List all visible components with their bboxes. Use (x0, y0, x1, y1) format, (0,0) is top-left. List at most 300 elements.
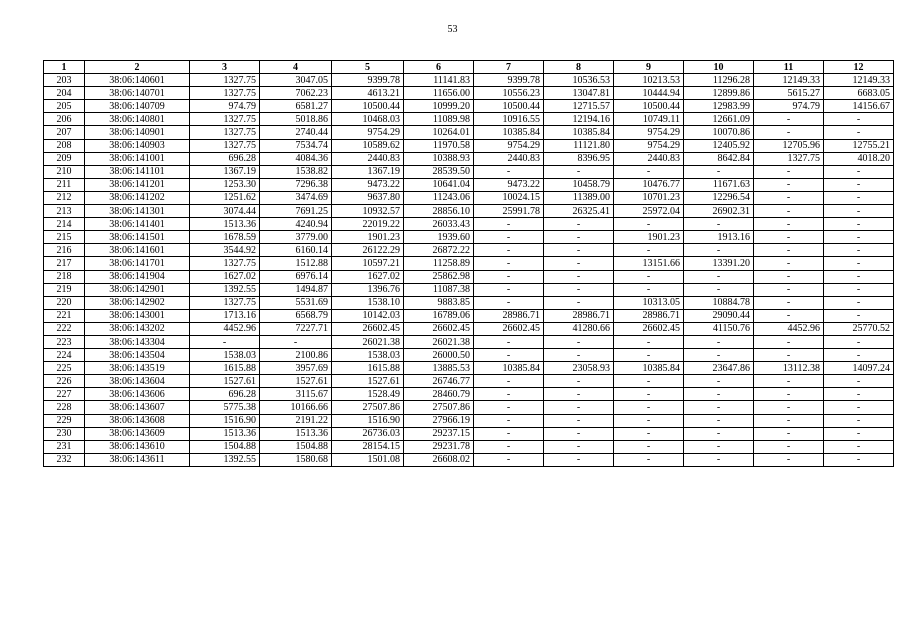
value-cell: 12296.54 (684, 191, 754, 204)
value-cell: 26608.02 (404, 453, 474, 466)
value-cell: 23058.93 (544, 362, 614, 375)
value-cell: 10589.62 (332, 139, 404, 152)
value-cell: 10932.57 (332, 205, 404, 218)
value-cell: 9399.78 (332, 74, 404, 87)
value-cell: 1627.02 (332, 270, 404, 283)
value-cell: 26902.31 (684, 205, 754, 218)
column-header-11: 11 (754, 61, 824, 74)
value-cell: 25862.98 (404, 270, 474, 283)
value-cell: - (614, 401, 684, 414)
row-number-cell: 212 (44, 191, 85, 204)
value-cell: - (754, 283, 824, 296)
value-cell: 16789.06 (404, 309, 474, 322)
value-cell: - (544, 427, 614, 440)
value-cell: - (824, 244, 894, 257)
column-header-4: 4 (260, 61, 332, 74)
value-cell: 12715.57 (544, 100, 614, 113)
value-cell: 10313.05 (614, 296, 684, 309)
value-cell: 26736.03 (332, 427, 404, 440)
value-cell: 2191.22 (260, 414, 332, 427)
value-cell: - (684, 283, 754, 296)
value-cell: 8396.95 (544, 152, 614, 165)
cadastral-number-cell: 38:06:141904 (85, 270, 190, 283)
table-row (44, 349, 894, 362)
value-cell: 9883.85 (404, 296, 474, 309)
value-cell: 9754.29 (332, 126, 404, 139)
value-cell: 28986.71 (474, 309, 544, 322)
value-cell: - (754, 231, 824, 244)
cadastral-number-cell: 38:06:140801 (85, 113, 190, 126)
table-body (44, 74, 894, 467)
value-cell: - (474, 375, 544, 388)
value-cell: - (614, 453, 684, 466)
value-cell: - (474, 296, 544, 309)
value-cell: 3544.92 (190, 244, 260, 257)
value-cell: 10166.66 (260, 401, 332, 414)
value-cell: 6683.05 (824, 87, 894, 100)
value-cell: 1504.88 (190, 440, 260, 453)
value-cell: 1527.61 (260, 375, 332, 388)
value-cell: 1327.75 (190, 113, 260, 126)
value-cell: - (614, 388, 684, 401)
value-cell: - (754, 335, 824, 348)
value-cell: 2440.83 (474, 152, 544, 165)
value-cell: - (754, 257, 824, 270)
value-cell: - (824, 388, 894, 401)
value-cell: 26602.45 (332, 322, 404, 335)
row-number-cell: 211 (44, 178, 85, 191)
value-cell: - (614, 283, 684, 296)
value-cell: 14097.24 (824, 362, 894, 375)
column-header-6: 6 (404, 61, 474, 74)
cadastral-number-cell: 38:06:142902 (85, 296, 190, 309)
row-number-cell: 230 (44, 427, 85, 440)
value-cell: 1501.08 (332, 453, 404, 466)
value-cell: 3047.05 (260, 74, 332, 87)
value-cell: - (824, 205, 894, 218)
table-row (44, 244, 894, 257)
value-cell: 10385.84 (614, 362, 684, 375)
row-number-cell: 216 (44, 244, 85, 257)
value-cell: 1367.19 (190, 165, 260, 178)
column-header-7: 7 (474, 61, 544, 74)
value-cell: 11970.58 (404, 139, 474, 152)
value-cell: 27507.86 (332, 401, 404, 414)
row-number-cell: 220 (44, 296, 85, 309)
cadastral-number-cell: 38:06:141201 (85, 178, 190, 191)
value-cell: - (824, 165, 894, 178)
value-cell: - (544, 257, 614, 270)
value-cell: - (474, 244, 544, 257)
value-cell: 12405.92 (684, 139, 754, 152)
value-cell: 7062.23 (260, 87, 332, 100)
table-row (44, 100, 894, 113)
row-number-cell: 222 (44, 322, 85, 335)
value-cell: 1327.75 (190, 257, 260, 270)
value-cell: 26746.77 (404, 375, 474, 388)
cadastral-number-cell: 38:06:143504 (85, 349, 190, 362)
cadastral-number-cell: 38:06:143604 (85, 375, 190, 388)
value-cell: 11656.00 (404, 87, 474, 100)
table-row (44, 113, 894, 126)
value-cell: 41150.76 (684, 322, 754, 335)
value-cell: 26325.41 (544, 205, 614, 218)
value-cell: - (824, 309, 894, 322)
value-cell: 5018.86 (260, 113, 332, 126)
table-row (44, 126, 894, 139)
value-cell: 12194.16 (544, 113, 614, 126)
value-cell: 3474.69 (260, 191, 332, 204)
value-cell: 1538.82 (260, 165, 332, 178)
value-cell: 28154.15 (332, 440, 404, 453)
row-number-cell: 227 (44, 388, 85, 401)
table-row (44, 453, 894, 466)
table-row (44, 74, 894, 87)
value-cell: 11121.80 (544, 139, 614, 152)
value-cell: - (544, 440, 614, 453)
value-cell: 10999.20 (404, 100, 474, 113)
value-cell: - (684, 453, 754, 466)
value-cell: 1253.30 (190, 178, 260, 191)
page-number: 53 (447, 24, 458, 35)
value-cell: 13112.38 (754, 362, 824, 375)
value-cell: 1538.10 (332, 296, 404, 309)
value-cell: 7227.71 (260, 322, 332, 335)
table-row (44, 205, 894, 218)
value-cell: - (754, 453, 824, 466)
value-cell: - (754, 126, 824, 139)
value-cell: 10597.21 (332, 257, 404, 270)
value-cell: 9473.22 (474, 178, 544, 191)
value-cell: 4452.96 (190, 322, 260, 335)
table-row (44, 178, 894, 191)
value-cell: - (824, 257, 894, 270)
column-header-12: 12 (824, 61, 894, 74)
table-row (44, 322, 894, 335)
value-cell: - (474, 453, 544, 466)
value-cell: 9754.29 (474, 139, 544, 152)
value-cell: 1615.88 (332, 362, 404, 375)
value-cell: 10385.84 (474, 126, 544, 139)
value-cell: 25770.52 (824, 322, 894, 335)
table-row (44, 152, 894, 165)
value-cell: - (474, 388, 544, 401)
value-cell: 28986.71 (544, 309, 614, 322)
value-cell: 1538.03 (332, 349, 404, 362)
value-cell: 13047.81 (544, 87, 614, 100)
value-cell: - (684, 401, 754, 414)
value-cell: - (824, 191, 894, 204)
value-cell: 11089.98 (404, 113, 474, 126)
column-header-2: 2 (85, 61, 190, 74)
value-cell: 5531.69 (260, 296, 332, 309)
value-cell: 10388.93 (404, 152, 474, 165)
cadastral-number-cell: 38:06:141601 (85, 244, 190, 257)
cadastral-number-cell: 38:06:142901 (85, 283, 190, 296)
row-number-cell: 228 (44, 401, 85, 414)
row-number-cell: 213 (44, 205, 85, 218)
value-cell: - (824, 113, 894, 126)
value-cell: 10070.86 (684, 126, 754, 139)
value-cell: 1327.75 (190, 87, 260, 100)
value-cell: 3115.67 (260, 388, 332, 401)
value-cell: - (684, 270, 754, 283)
value-cell: 29237.15 (404, 427, 474, 440)
value-cell: - (544, 270, 614, 283)
value-cell: 12899.86 (684, 87, 754, 100)
value-cell: 12983.99 (684, 100, 754, 113)
value-cell: 3779.00 (260, 231, 332, 244)
table-row (44, 414, 894, 427)
value-cell: - (754, 440, 824, 453)
value-cell: - (614, 349, 684, 362)
value-cell: 1678.59 (190, 231, 260, 244)
value-cell: 11296.28 (684, 74, 754, 87)
row-number-cell: 208 (44, 139, 85, 152)
value-cell: - (474, 257, 544, 270)
cadastral-number-cell: 38:06:140709 (85, 100, 190, 113)
value-cell: 1538.03 (190, 349, 260, 362)
row-number-cell: 223 (44, 335, 85, 348)
value-cell: 696.28 (190, 388, 260, 401)
value-cell: - (614, 270, 684, 283)
value-cell: - (544, 165, 614, 178)
value-cell: 41280.66 (544, 322, 614, 335)
value-cell: - (754, 218, 824, 231)
value-cell: 10385.84 (474, 362, 544, 375)
table-row (44, 362, 894, 375)
row-number-cell: 232 (44, 453, 85, 466)
value-cell: 26021.38 (404, 335, 474, 348)
value-cell: - (544, 401, 614, 414)
value-cell: 1327.75 (190, 74, 260, 87)
value-cell: 27507.86 (404, 401, 474, 414)
value-cell: - (754, 388, 824, 401)
value-cell: 10500.44 (614, 100, 684, 113)
column-header-10: 10 (684, 61, 754, 74)
row-number-cell: 217 (44, 257, 85, 270)
value-cell: 10500.44 (332, 100, 404, 113)
value-cell: - (754, 205, 824, 218)
value-cell: 8642.84 (684, 152, 754, 165)
value-cell: - (544, 453, 614, 466)
row-number-cell: 229 (44, 414, 85, 427)
value-cell: 25972.04 (614, 205, 684, 218)
cadastral-number-cell: 38:06:143001 (85, 309, 190, 322)
value-cell: - (474, 283, 544, 296)
value-cell: 11258.89 (404, 257, 474, 270)
value-cell: 974.79 (754, 100, 824, 113)
value-cell: 1392.55 (190, 283, 260, 296)
value-cell: - (824, 401, 894, 414)
cadastral-number-cell: 38:06:141701 (85, 257, 190, 270)
value-cell: - (544, 349, 614, 362)
value-cell: 1392.55 (190, 453, 260, 466)
value-cell: - (544, 231, 614, 244)
row-number-cell: 209 (44, 152, 85, 165)
value-cell: 10213.53 (614, 74, 684, 87)
column-header-3: 3 (190, 61, 260, 74)
value-cell: 12661.09 (684, 113, 754, 126)
value-cell: 29231.78 (404, 440, 474, 453)
table-row (44, 270, 894, 283)
value-cell: 6160.14 (260, 244, 332, 257)
value-cell: 1615.88 (190, 362, 260, 375)
value-cell: 12149.33 (754, 74, 824, 87)
value-cell: 6568.79 (260, 309, 332, 322)
value-cell: - (614, 414, 684, 427)
value-cell: - (824, 296, 894, 309)
value-cell: - (824, 349, 894, 362)
column-header-8: 8 (544, 61, 614, 74)
value-cell: 10468.03 (332, 113, 404, 126)
value-cell: 1512.88 (260, 257, 332, 270)
value-cell: - (824, 178, 894, 191)
value-cell: 1327.75 (754, 152, 824, 165)
value-cell: 14156.67 (824, 100, 894, 113)
cadastral-number-cell: 38:06:143519 (85, 362, 190, 375)
value-cell: 11141.83 (404, 74, 474, 87)
value-cell: - (754, 113, 824, 126)
value-cell: - (474, 401, 544, 414)
value-cell: - (474, 335, 544, 348)
value-cell: 11087.38 (404, 283, 474, 296)
table-row (44, 257, 894, 270)
cadastral-number-cell: 38:06:140903 (85, 139, 190, 152)
value-cell: - (824, 335, 894, 348)
row-number-cell: 224 (44, 349, 85, 362)
value-cell: 26602.45 (404, 322, 474, 335)
value-cell: - (824, 270, 894, 283)
value-cell: 1513.36 (190, 218, 260, 231)
value-cell: 3074.44 (190, 205, 260, 218)
cadastral-number-cell: 38:06:140701 (85, 87, 190, 100)
value-cell: 4240.94 (260, 218, 332, 231)
value-cell: 10749.11 (614, 113, 684, 126)
value-cell: 974.79 (190, 100, 260, 113)
row-number-cell: 226 (44, 375, 85, 388)
value-cell: - (754, 191, 824, 204)
value-cell: - (544, 375, 614, 388)
row-number-cell: 207 (44, 126, 85, 139)
value-cell: 1713.16 (190, 309, 260, 322)
value-cell: - (684, 244, 754, 257)
row-number-cell: 205 (44, 100, 85, 113)
value-cell: - (754, 178, 824, 191)
row-number-cell: 221 (44, 309, 85, 322)
value-cell: 1327.75 (190, 296, 260, 309)
value-cell: 3957.69 (260, 362, 332, 375)
row-number-cell: 214 (44, 218, 85, 231)
value-cell: 10264.01 (404, 126, 474, 139)
value-cell: - (190, 335, 260, 348)
value-cell: - (614, 335, 684, 348)
value-cell: 5775.38 (190, 401, 260, 414)
value-cell: - (614, 165, 684, 178)
value-cell: 12705.96 (754, 139, 824, 152)
value-cell: - (684, 349, 754, 362)
value-cell: 29090.44 (684, 309, 754, 322)
value-cell: 26033.43 (404, 218, 474, 231)
value-cell: 1528.49 (332, 388, 404, 401)
value-cell: 26602.45 (614, 322, 684, 335)
cadastral-number-cell: 38:06:141001 (85, 152, 190, 165)
row-number-cell: 215 (44, 231, 85, 244)
table-row (44, 218, 894, 231)
row-number-cell: 218 (44, 270, 85, 283)
value-cell: - (754, 414, 824, 427)
row-number-cell: 204 (44, 87, 85, 100)
value-cell: - (260, 335, 332, 348)
value-cell: 1367.19 (332, 165, 404, 178)
value-cell: - (684, 335, 754, 348)
header-row (44, 61, 894, 74)
value-cell: 10884.78 (684, 296, 754, 309)
value-cell: 1513.36 (260, 427, 332, 440)
value-cell: - (824, 414, 894, 427)
table-row (44, 87, 894, 100)
value-cell: 26021.38 (332, 335, 404, 348)
value-cell: 1513.36 (190, 427, 260, 440)
value-cell: 13885.53 (404, 362, 474, 375)
value-cell: 2440.83 (614, 152, 684, 165)
value-cell: 7534.74 (260, 139, 332, 152)
value-cell: 9754.29 (614, 139, 684, 152)
value-cell: - (684, 440, 754, 453)
value-cell: - (544, 244, 614, 257)
value-cell: 9637.80 (332, 191, 404, 204)
table-row (44, 440, 894, 453)
value-cell: 12149.33 (824, 74, 894, 87)
value-cell: - (474, 165, 544, 178)
value-cell: - (614, 218, 684, 231)
value-cell: 26122.29 (332, 244, 404, 257)
value-cell: 696.28 (190, 152, 260, 165)
value-cell: - (754, 244, 824, 257)
table-row (44, 283, 894, 296)
value-cell: 9754.29 (614, 126, 684, 139)
value-cell: 26000.50 (404, 349, 474, 362)
value-cell: - (474, 440, 544, 453)
value-cell: 10641.04 (404, 178, 474, 191)
value-cell: - (544, 414, 614, 427)
cadastral-number-cell: 38:06:141301 (85, 205, 190, 218)
value-cell: 11389.00 (544, 191, 614, 204)
value-cell: 1504.88 (260, 440, 332, 453)
value-cell: 6976.14 (260, 270, 332, 283)
value-cell: 26872.22 (404, 244, 474, 257)
value-cell: - (824, 283, 894, 296)
row-number-cell: 210 (44, 165, 85, 178)
value-cell: 13391.20 (684, 257, 754, 270)
value-cell: 28856.10 (404, 205, 474, 218)
cadastral-number-cell: 38:06:140901 (85, 126, 190, 139)
value-cell: - (824, 440, 894, 453)
value-cell: 10536.53 (544, 74, 614, 87)
value-cell: - (544, 335, 614, 348)
value-cell: 4613.21 (332, 87, 404, 100)
value-cell: 28460.79 (404, 388, 474, 401)
value-cell: 11243.06 (404, 191, 474, 204)
value-cell: - (614, 427, 684, 440)
value-cell: 23647.86 (684, 362, 754, 375)
value-cell: 13151.66 (614, 257, 684, 270)
table-row (44, 375, 894, 388)
cadastral-number-cell: 38:06:141202 (85, 191, 190, 204)
value-cell: - (544, 296, 614, 309)
value-cell: - (754, 296, 824, 309)
value-cell: 1913.16 (684, 231, 754, 244)
